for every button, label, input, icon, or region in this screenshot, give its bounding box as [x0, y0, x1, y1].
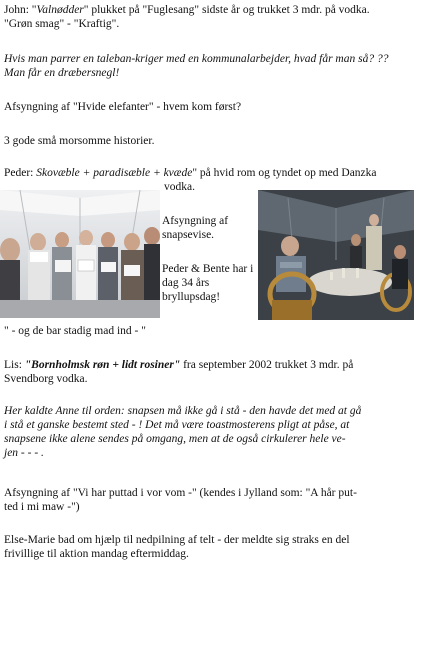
caption-bryllupsdag: Peder & Bente har i dag 34 års bryllupsdag!: [162, 263, 254, 303]
lis-text-c: fra september 2002 trukket 3 mdr. på: [180, 359, 354, 371]
john-text-b: " plukket på "Fuglesang" sidste år og trukket 3 mdr. på vodka.: [83, 4, 370, 16]
mad-line: " - og de bar stadig mad ind - ": [4, 325, 146, 337]
anne-line2: i stå et ganske bestemt sted - ! Det må være toastmosterens pligt at påse, at: [4, 419, 350, 431]
john-text-italic: Valnødder: [36, 4, 84, 16]
joke-line1: Hvis man parrer en taleban-kriger med en kommunalarbejder, hvad får man så? ??: [4, 53, 389, 65]
peder-text-line2: vodka.: [164, 181, 195, 193]
peder-text-italic: Skovæble + paradisæble + kvæde: [36, 167, 193, 179]
anne-line4: jen - - - .: [4, 447, 44, 459]
anne-line3: snapsene ikke alene sendes på omgang, men at de også cirkulerer hele ve-: [4, 433, 346, 445]
joke-paragraph: [4, 52, 422, 80]
lis-text-a: Lis:: [4, 359, 25, 371]
lis-paragraph: [4, 358, 422, 386]
anne-paragraph: [4, 404, 422, 460]
john-paragraph: [4, 3, 422, 31]
vom-line1: Afsyngning af "Vi har puttad i vor vom -" (kendes i Jylland som: "A hår put-: [4, 487, 357, 499]
vom-paragraph: [4, 486, 422, 514]
caption-snapsevise: Afsyngning af snapsevise.: [162, 215, 229, 241]
photo-singing-group: [0, 190, 160, 318]
peder-text-a: Peder:: [4, 167, 37, 179]
peder-text-b: " på hvid rom og tyndet op med Danzka: [192, 167, 377, 179]
elefanter-line: Afsyngning af "Hvide elefanter" - hvem kom først?: [4, 101, 242, 113]
john-text-a: John: ": [4, 4, 37, 16]
joke-line2: Man får en dræbersnegl!: [4, 67, 120, 79]
historier-line: 3 gode små morsomme historier.: [4, 135, 155, 147]
anne-line1: Her kaldte Anne til orden: snapsen må ikke gå i stå - den havde det med at gå: [4, 405, 362, 417]
photo-table-image: [258, 190, 414, 320]
john-text-line2: "Grøn smag" - "Kraftig".: [4, 18, 120, 30]
photo-table-guests: [258, 190, 414, 320]
else-line1: Else-Marie bad om hjælp til nedpilning af telt - der meldte sig straks en del: [4, 534, 350, 546]
else-marie-paragraph: [4, 533, 422, 561]
else-line2: frivillige til aktion mandag eftermiddag.: [4, 548, 189, 560]
lis-text-line2: Svendborg vodka.: [4, 373, 88, 385]
vom-line2: ted i mi maw -"): [4, 501, 80, 513]
photo-singing-image: [0, 190, 160, 318]
lis-text-bold: "Bornholmsk røn + lidt rosiner": [24, 359, 181, 371]
